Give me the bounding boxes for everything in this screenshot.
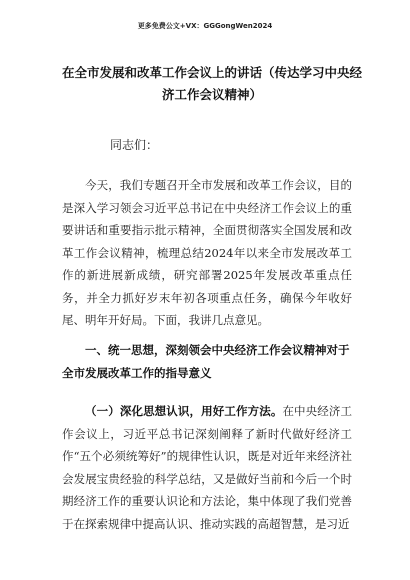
paragraph-lead: （一）深化思想认识，用好工作方法。	[85, 404, 283, 418]
paragraph-intro: 今天，我们专题召开全市发展和改革工作会议，目的是深入学习领会习近平总书记在中央经济工作会议上的重要讲话和重要指示批示精神，全面贯彻落实全国发展和改革工作会议精神，梳理总结2024年以来全市发展改革工作的新进展新成绩，研究部署2025年发展改革重点任务，并全力抓好岁末年初各项重点任务，确保今年收好尾、明年开好局。下面，我讲几点意见。	[62, 178, 352, 327]
salutation: 同志们：	[110, 138, 159, 152]
paragraph-body: 在中央经济工作会议上，习近平总书记深刻阐释了新时代做好经济工作“五个必须统筹好”的规律性认识，既是对近年来经济社会发展宝贵经验的科学总结，又是做好当前和今后一个时期经济工作的重要认识论和方法论，集中体现了我们党善于在探索规律中提高认识、推动实践的高超智慧，是习近	[62, 404, 353, 531]
document-title: 在全市发展和改革工作会议上的讲话（传达学习中央经济工作会议精神）	[62, 65, 363, 102]
header-note: 更多免费公文+VX：GGGongWen2024	[137, 22, 273, 30]
paragraph-section-1-1	[62, 400, 352, 535]
section-heading-1: 一、统一思想，深刻领会中央经济工作会议精神对于全市发展改革工作的指导意义	[62, 343, 350, 380]
